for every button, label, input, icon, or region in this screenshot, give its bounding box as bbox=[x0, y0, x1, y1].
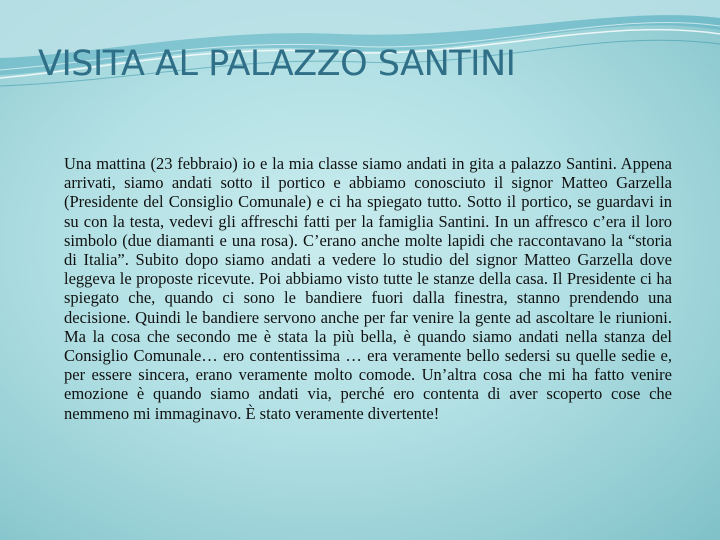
slide-title: VISITA AL PALAZZO SANTINI bbox=[38, 44, 516, 84]
body-paragraph: Una mattina (23 febbraio) io e la mia classe siamo andati in gita a palazzo Santini. Appena arrivati, siamo andati sotto il portico e abbiamo conosciuto il signor Matteo Garzella (Presidente del Consiglio Comunale) e ci ha spiegato tutto. Sotto il portico, se guardavi in su con la testa, vedevi gli affreschi fatti per la famiglia Santini. In un affresco c’era il loro simbolo (due diamanti e una rosa). C’erano anche molte lapidi che raccontavano la “storia di Italia”. Subito dopo siamo andati a vedere lo studio del signor Matteo Garzella dove leggeva le proposte ricevute. Poi abbiamo visto tutte le stanze della casa. Il Presidente ci ha spiegato che, quando ci sono le bandiere fuori dalla finestra, stanno prendendo una decisione. Quindi le bandiere servono anche per far venire la gente ad ascoltare le riunioni. Ma la cosa che secondo me è stata la più bella, è quando siamo andati nella stanza del Consiglio Comunale… ero contentissima … era veramente bello sedersi su quelle sedie e, per essere sincera, erano veramente molto comode. Un’altra cosa che mi ha fatto venire emozione è quando siamo andati via, perché ero contenta di aver scoperto cose che nemmeno mi immaginavo. È stato veramente divertente! bbox=[64, 154, 672, 423]
